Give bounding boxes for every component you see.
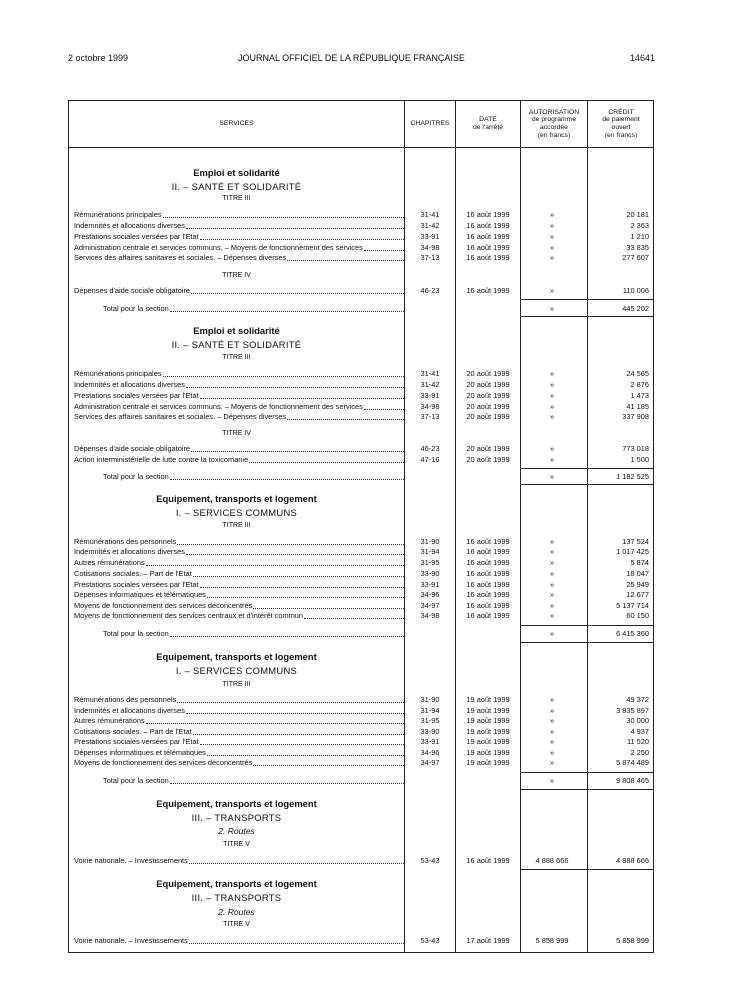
table-row: Action interministérielle de lutte contre la toxicomanie 47-16 20 août 1999 » 1 500 — [74, 455, 649, 464]
table-row: Moyens de fonctionnement des services déconcentrés 34-97 16 août 1999 » 5 137 714 — [74, 601, 649, 610]
titre-heading: TITRE III — [222, 354, 251, 361]
header-page-number: 14641 — [630, 53, 656, 63]
total-rule — [521, 299, 654, 300]
table-row: Voirie nationale. – Investissements 53-43 16 août 1999 4 888 666 4 888 666 — [74, 856, 649, 865]
section-title: I. – SERVICES COMMUNS — [175, 507, 298, 518]
section-title: II. – SANTÉ ET SOLIDARITÉ — [171, 181, 302, 192]
total-row: Total pour la section » 9 808 465 — [103, 776, 649, 785]
ministry-title: Emploi et solidarité — [193, 325, 280, 336]
table-row: Administration centrale et services communs. – Moyens de fonctionnement des services 34-98 16 août 1999 » 33 835 — [74, 243, 649, 252]
total-rule — [521, 869, 654, 870]
subsection-title: 2. Routes — [218, 907, 255, 917]
table-row: Prestations sociales versées par l'Etat 33-91 20 août 1999 » 1 473 — [74, 391, 649, 400]
total-rule — [521, 772, 654, 773]
table-row: Indemnités et allocations diverses 31-94 19 août 1999 » 3 835 897 — [74, 706, 649, 715]
table-row: Rémunérations des personnels 31-90 19 août 1999 » 49 372 — [74, 695, 649, 704]
table-row: Dépenses informatiques et télématiques 34-96 16 août 1999 » 12 677 — [74, 590, 649, 599]
total-rule — [521, 468, 654, 469]
table-row: Rémunérations principales 31-41 16 août 1999 » 20 181 — [74, 210, 649, 219]
titre-heading: TITRE IV — [222, 430, 251, 437]
ministry-title: Equipement, transports et logement — [156, 878, 317, 889]
column-header-credit: CRÉDIT de paiement ouvert (en francs) — [602, 108, 640, 139]
table-row: Dépenses informatiques et télématiques 34-96 19 août 1999 » 2 250 — [74, 748, 649, 757]
total-rule — [521, 316, 654, 317]
section-title: III. – TRANSPORTS — [191, 892, 282, 903]
table-row: Moyens de fonctionnement des services déconcentrés 34-97 19 août 1999 » 5 874 489 — [74, 758, 649, 767]
table-row: Cotisations sociales. – Part de l'Etat 33-90 16 août 1999 » 18 047 — [74, 569, 649, 578]
total-rule — [521, 625, 654, 626]
section-title: I. – SERVICES COMMUNS — [175, 665, 298, 676]
column-header-date: DATE de l'arrêté — [472, 116, 503, 131]
total-rule — [521, 484, 654, 485]
table-row: Prestations sociales versées par l'Etat 33-91 16 août 1999 » 1 210 — [74, 232, 649, 241]
ministry-title: Emploi et solidarité — [193, 167, 280, 178]
table-row: Indemnités et allocations diverses 31-42 20 août 1999 » 2 876 — [74, 380, 649, 389]
titre-heading: TITRE IV — [222, 272, 251, 279]
total-row: Total pour la section » 1 182 525 — [103, 472, 649, 481]
titre-heading: TITRE III — [222, 522, 251, 529]
ministry-title: Equipement, transports et logement — [156, 651, 317, 662]
table-row: Prestations sociales versées par l'Etat 33-91 19 août 1999 » 11 520 — [74, 737, 649, 746]
total-row: Total pour la section » 445 202 — [103, 304, 649, 313]
table-row: Rémunérations des personnels 31-90 16 août 1999 » 137 524 — [74, 537, 649, 546]
titre-heading: TITRE III — [222, 681, 251, 688]
header-rule — [68, 147, 654, 148]
section-title: II. – SANTÉ ET SOLIDARITÉ — [171, 339, 302, 350]
titre-heading: TITRE III — [222, 195, 251, 202]
table-row: Dépenses d'aide sociale obligatoire 46-23 20 août 1999 » 773 018 — [74, 444, 649, 453]
table-row: Rémunérations principales 31-41 20 août 1999 » 24 565 — [74, 369, 649, 378]
section-title: III. – TRANSPORTS — [191, 812, 282, 823]
table-row: Administration centrale et services communs. – Moyens de fonctionnement des services 34-98 20 août 1999 » 41 185 — [74, 402, 649, 411]
titre-heading: TITRE V — [223, 841, 250, 848]
column-header-autorisation: AUTORISATION de programme accordée (en francs) — [528, 108, 580, 139]
table-row: Indemnités et allocations diverses 31-42 16 août 1999 » 2 363 — [74, 221, 649, 230]
table-row: Autres rémunérations 31-95 19 août 1999 » 30 000 — [74, 716, 649, 725]
table-row: Moyens de fonctionnement des services centraux et d'intérêt commun 34-98 16 août 1999 » 60 150 — [74, 611, 649, 620]
header-title: JOURNAL OFFICIEL DE LA RÉPUBLIQUE FRANÇAISE — [238, 53, 465, 63]
table-row: Cotisations sociales. – Part de l'Etat 33-90 19 août 1999 » 4 937 — [74, 727, 649, 736]
total-rule — [521, 642, 654, 643]
table-row: Indemnités et allocations diverses 31-94 16 août 1999 » 1 017 425 — [74, 547, 649, 556]
table-row: Autres rémunérations 31-95 16 août 1999 » 5 874 — [74, 558, 649, 567]
table-row: Dépenses d'aide sociale obligatoire 46-23 16 août 1999 » 110 006 — [74, 286, 649, 295]
subsection-title: 2. Routes — [218, 826, 255, 836]
total-row: Total pour la section » 6 415 360 — [103, 629, 649, 638]
column-header-services: SERVICES — [219, 120, 254, 128]
table-row: Services des affaires sanitaires et sociales. – Dépenses diverses 37-13 20 août 1999 » 337 908 — [74, 412, 649, 421]
total-rule — [521, 789, 654, 790]
column-header-chapitres: CHAPITRES — [410, 120, 450, 128]
titre-heading: TITRE V — [223, 921, 250, 928]
ministry-title: Equipement, transports et logement — [156, 493, 317, 504]
table-row: Services des affaires sanitaires et sociales. – Dépenses diverses 37-13 16 août 1999 » 277 607 — [74, 253, 649, 262]
ministry-title: Equipement, transports et logement — [156, 798, 317, 809]
table-row: Prestations sociales versées par l'Etat 33-91 16 août 1999 » 25 949 — [74, 580, 649, 589]
table-row: Voirie nationale. – Investissements 53-43 17 août 1999 5 858 999 5 858 999 — [74, 936, 649, 945]
header-date: 2 octobre 1999 — [68, 53, 129, 63]
